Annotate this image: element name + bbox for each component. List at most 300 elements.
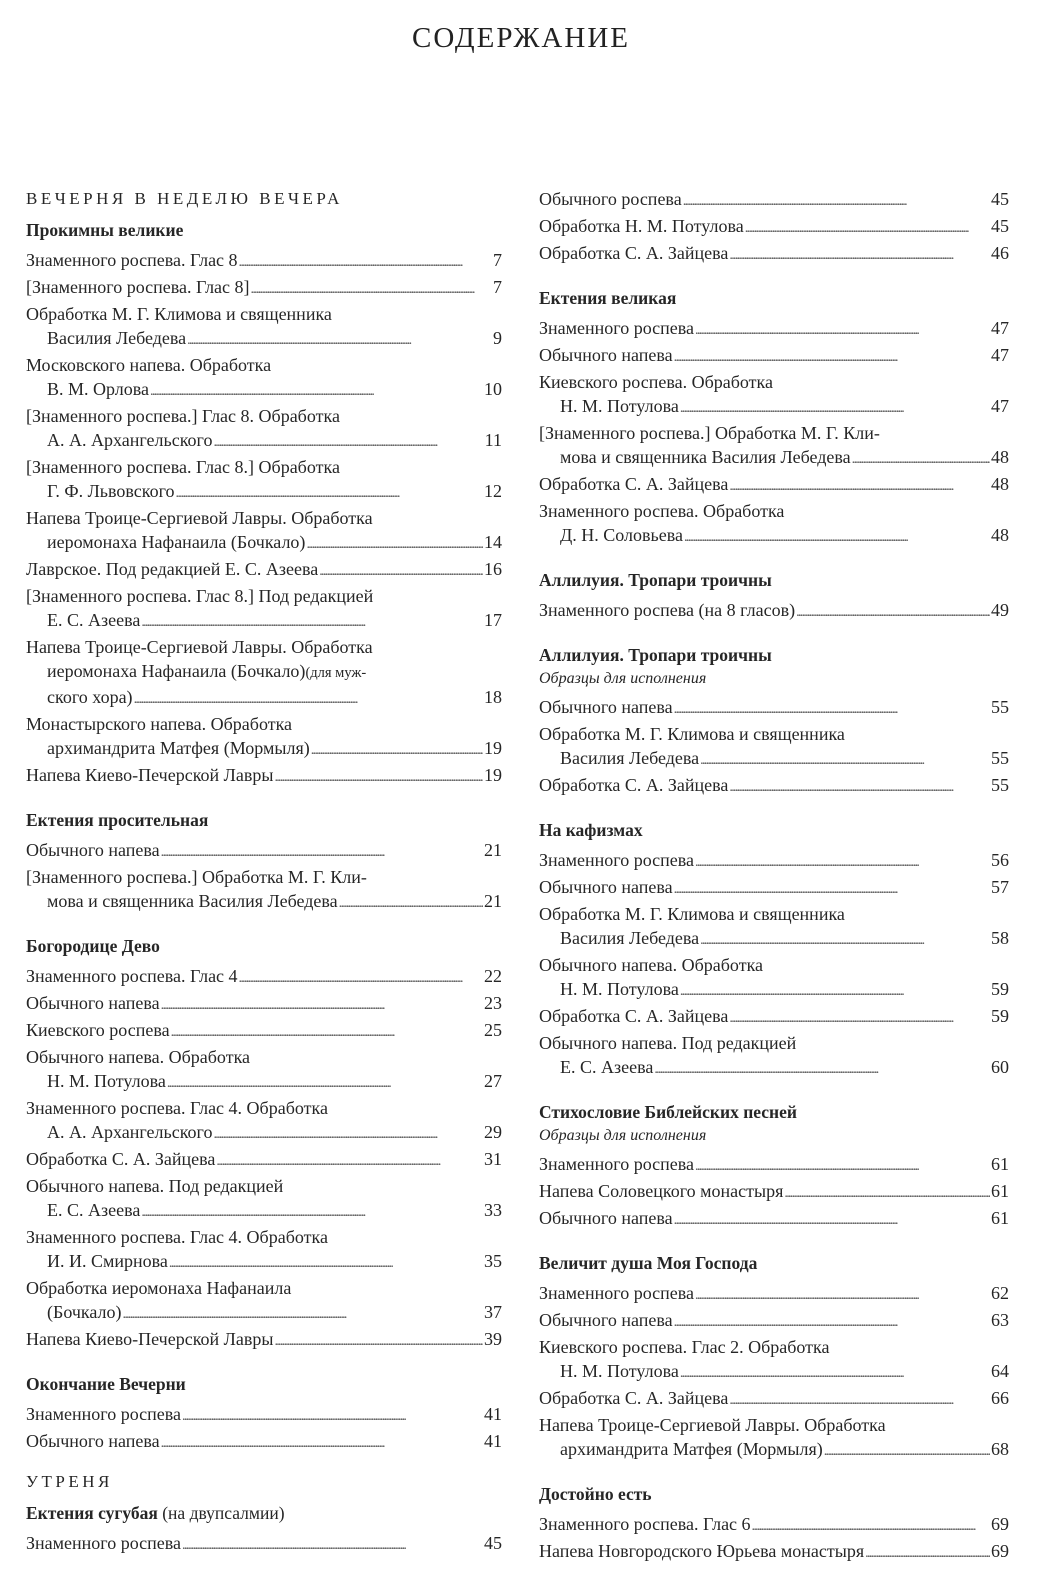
toc-entry-text: Обычного напева xyxy=(539,877,673,897)
toc-entry-line xyxy=(26,353,502,377)
page-number: 18 xyxy=(484,687,502,707)
toc-entry-line xyxy=(539,499,1009,523)
toc-entry xyxy=(539,1004,1009,1031)
toc-entry-line xyxy=(26,506,502,530)
toc-entry-line xyxy=(26,428,502,455)
toc-entry-text: Обработка М. Г. Климова и священника xyxy=(539,724,845,744)
toc-entry-line xyxy=(26,1300,502,1327)
toc-entry-line xyxy=(539,977,1009,1004)
toc-entry xyxy=(539,499,1009,550)
toc-entry xyxy=(26,557,502,584)
page-number: 21 xyxy=(484,840,502,860)
toc-entry-text: Московского напева. Обработка xyxy=(26,355,272,375)
page-number: 17 xyxy=(484,610,502,630)
dot-leader xyxy=(213,428,483,455)
dot-leader xyxy=(161,991,483,1018)
page-number: 11 xyxy=(484,430,502,450)
toc-entry-text: Г. Ф. Львовского xyxy=(47,481,175,501)
subsection-title xyxy=(539,818,1009,842)
toc-entry xyxy=(26,275,502,302)
subsection-title xyxy=(26,1372,502,1396)
toc-entry-line xyxy=(26,763,502,790)
toc-entry-text: Обычного напева. Обработка xyxy=(26,1047,251,1067)
toc-entry-text: Знаменного роспева (на 8 гласов) xyxy=(539,600,796,620)
toc-entry-line xyxy=(26,1249,502,1276)
toc-entry xyxy=(539,472,1009,499)
toc-entry-text: Знаменного роспева. Глас 8 xyxy=(26,250,238,270)
page-number: 61 xyxy=(991,1208,1009,1228)
toc-entry xyxy=(539,1539,1009,1566)
toc-entry-text: Знаменного роспева. Глас 6 xyxy=(539,1514,751,1534)
toc-entry xyxy=(539,421,1009,472)
toc-entry-line xyxy=(539,722,1009,746)
page-number: 12 xyxy=(484,481,502,501)
toc-subsection xyxy=(26,934,502,1354)
toc-entry-text: (Бочкало) xyxy=(47,1302,122,1322)
toc-entry-text: Обработка М. Г. Климова и священника xyxy=(539,904,845,924)
page-number: 46 xyxy=(991,243,1009,263)
toc-entry-line xyxy=(539,1206,1009,1233)
dot-leader xyxy=(745,214,990,241)
page-number: 19 xyxy=(484,738,502,758)
toc-entry-text: И. И. Смирнова xyxy=(47,1251,168,1271)
toc-entry xyxy=(539,316,1009,343)
toc-subsection xyxy=(539,286,1009,550)
toc-entry-text: Знаменного роспева xyxy=(26,1404,182,1424)
dot-leader xyxy=(729,773,990,800)
toc-entry-text: Обработка иеромонаха Нафанаила xyxy=(26,1278,292,1298)
dot-leader xyxy=(684,523,990,550)
toc-entry-text: Знаменного роспева. Глас 4. Обработка xyxy=(26,1098,328,1118)
toc-entry-line xyxy=(26,455,502,479)
toc-entry xyxy=(26,991,502,1018)
toc-entry-line xyxy=(539,746,1009,773)
toc-entry xyxy=(26,1402,502,1429)
toc-entry xyxy=(539,1386,1009,1413)
dot-leader xyxy=(176,479,483,506)
toc-entry-text: Обычного напева xyxy=(539,1310,673,1330)
page-number: 56 xyxy=(991,850,1009,870)
dot-leader xyxy=(141,1198,483,1225)
toc-entry-text: архимандрита Матфея (Мормыля) xyxy=(560,1439,823,1459)
subsection-title xyxy=(539,1251,1009,1275)
toc-entry-line xyxy=(26,635,502,659)
dot-leader xyxy=(700,926,990,953)
toc-entry xyxy=(26,1096,502,1147)
toc-subsection xyxy=(539,568,1009,625)
toc-entry-text: Монастырского напева. Обработка xyxy=(26,714,293,734)
toc-entry-line xyxy=(26,248,502,275)
page-number: 21 xyxy=(484,891,502,911)
page-number: 59 xyxy=(991,1006,1009,1026)
subsection-title xyxy=(539,286,1009,310)
dot-leader xyxy=(251,275,483,302)
dot-leader xyxy=(239,964,483,991)
dot-leader xyxy=(161,838,483,865)
subsection-title-text: Аллилуия. Тропари троичны xyxy=(539,645,772,665)
toc-entry-line xyxy=(26,608,502,635)
toc-entry-line xyxy=(539,316,1009,343)
toc-subsection xyxy=(26,1501,502,1558)
toc-entry-text: Н. М. Потулова xyxy=(47,1071,166,1091)
toc-entry xyxy=(539,598,1009,625)
page-number: 55 xyxy=(991,775,1009,795)
page-number: 69 xyxy=(991,1541,1009,1561)
toc-entry xyxy=(539,1206,1009,1233)
toc-entry xyxy=(539,773,1009,800)
page-number: 69 xyxy=(991,1514,1009,1534)
page-number: 47 xyxy=(991,345,1009,365)
toc-entry-text: Обработка С. А. Зайцева xyxy=(539,243,729,263)
toc-entry xyxy=(26,455,502,506)
toc-entry xyxy=(539,187,1009,214)
toc-entry xyxy=(26,302,502,353)
toc-entry-text: архимандрита Матфея (Мормыля) xyxy=(47,738,310,758)
toc-entry-line xyxy=(539,1335,1009,1359)
toc-entry-line xyxy=(26,1327,502,1354)
toc-entry-text: [Знаменного роспева. Глас 8] xyxy=(26,277,250,297)
dot-leader xyxy=(311,736,483,763)
dot-leader xyxy=(824,1437,990,1464)
dot-leader xyxy=(752,1512,990,1539)
subsection-title-text: Достойно есть xyxy=(539,1484,652,1504)
page-number: 41 xyxy=(484,1431,502,1451)
toc-entry-text: Напева Киево-Печерской Лавры xyxy=(26,1329,274,1349)
dot-leader xyxy=(274,1327,483,1354)
toc-entry-line xyxy=(26,1096,502,1120)
toc-entry xyxy=(539,722,1009,773)
toc-entry-line xyxy=(539,343,1009,370)
toc-subsection xyxy=(26,218,502,790)
page-number: 61 xyxy=(991,1154,1009,1174)
toc-entry-text: Знаменного роспева. Глас 4 xyxy=(26,966,238,986)
toc-entry xyxy=(539,1413,1009,1464)
dot-leader xyxy=(729,241,990,268)
page-number: 23 xyxy=(484,993,502,1013)
toc-entry-line xyxy=(539,695,1009,722)
toc-entry-line xyxy=(26,1429,502,1456)
page-number: 63 xyxy=(991,1310,1009,1330)
toc-right-column xyxy=(539,187,1009,1584)
toc-entry-line xyxy=(26,1174,502,1198)
subsection-title-text: Стихословие Библейских песней xyxy=(539,1102,797,1122)
toc-entry-text: мова и священника Василия Лебедева xyxy=(47,891,338,911)
dot-leader xyxy=(274,763,483,790)
toc-entry-text: В. М. Орлова xyxy=(47,379,150,399)
page-number: 31 xyxy=(484,1149,502,1169)
toc-entry-text: Е. С. Азеева xyxy=(560,1057,654,1077)
subsection-title xyxy=(539,1100,1009,1124)
page-number: 41 xyxy=(484,1404,502,1424)
subsection-title xyxy=(539,1482,1009,1506)
toc-entry xyxy=(26,1276,502,1327)
toc-entry xyxy=(26,1147,502,1174)
toc-entry-line xyxy=(26,302,502,326)
toc-entry-line xyxy=(539,214,1009,241)
dot-leader xyxy=(123,1300,483,1327)
toc-entry-text: Обработка С. А. Зайцева xyxy=(539,1006,729,1026)
subsection-title xyxy=(539,643,1009,667)
subsection-title xyxy=(26,934,502,958)
toc-entry-line xyxy=(539,1055,1009,1082)
page-number: 48 xyxy=(991,447,1009,467)
toc-subsection xyxy=(539,1251,1009,1464)
continued-entries xyxy=(539,187,1009,268)
toc-entry-text: [Знаменного роспева.] Глас 8. Обработка xyxy=(26,406,340,426)
toc-entry xyxy=(26,353,502,404)
toc-entry-line xyxy=(539,1281,1009,1308)
toc-entry-text: [Знаменного роспева. Глас 8.] Обработка xyxy=(26,457,340,477)
toc-entry xyxy=(26,1018,502,1045)
page-number: 25 xyxy=(484,1020,502,1040)
toc-entry-text: Обработка С. А. Зайцева xyxy=(539,474,729,494)
subsection-title-text: Окончание Вечерни xyxy=(26,1374,186,1394)
toc-entry-line xyxy=(26,659,502,685)
toc-entry-line xyxy=(26,736,502,763)
dot-leader xyxy=(674,343,990,370)
dot-leader xyxy=(680,1359,990,1386)
page-number: 7 xyxy=(493,277,502,297)
toc-entry-line xyxy=(539,848,1009,875)
dot-leader xyxy=(680,394,990,421)
toc-entry-line xyxy=(539,1004,1009,1031)
toc-entry xyxy=(539,214,1009,241)
dot-leader xyxy=(729,1004,990,1031)
dot-leader xyxy=(161,1429,483,1456)
toc-entry xyxy=(539,1281,1009,1308)
toc-subsection xyxy=(539,818,1009,1082)
toc-entry-text: Обработка С. А. Зайцева xyxy=(539,775,729,795)
toc-entry-line xyxy=(539,1152,1009,1179)
toc-entry-line xyxy=(26,1147,502,1174)
dot-leader xyxy=(695,1281,990,1308)
toc-entry xyxy=(539,1031,1009,1082)
dot-leader xyxy=(216,1147,483,1174)
toc-entry xyxy=(26,584,502,635)
toc-entry-line xyxy=(26,1198,502,1225)
toc-entry-text: Н. М. Потулова xyxy=(560,396,679,416)
subsection-title-text: Богородице Дево xyxy=(26,936,160,956)
toc-entry xyxy=(26,1327,502,1354)
toc-entry-line xyxy=(539,1413,1009,1437)
toc-entry xyxy=(539,343,1009,370)
toc-entry-text: Н. М. Потулова xyxy=(560,1361,679,1381)
toc-entry-text: Киевского роспева. Обработка xyxy=(539,372,773,392)
subsection-note: Образцы для исполнения xyxy=(539,1127,707,1144)
toc-entry xyxy=(26,1045,502,1096)
toc-entry-line xyxy=(26,865,502,889)
toc-entry-text: Напева Соловецкого монастыря xyxy=(539,1181,784,1201)
toc-entry-text: [Знаменного роспева.] Обработка М. Г. Кли- xyxy=(539,423,880,443)
dot-leader xyxy=(187,326,483,353)
page-number: 61 xyxy=(991,1181,1009,1201)
toc-entry-text: Обычного напева. Под редакцией xyxy=(539,1033,797,1053)
page-number: 64 xyxy=(991,1361,1009,1381)
toc-entry-text: Обычного напева. Обработка xyxy=(539,955,764,975)
toc-entry-line xyxy=(539,598,1009,625)
page-number: 68 xyxy=(991,1439,1009,1459)
toc-entry-line xyxy=(26,530,502,557)
subsection-title xyxy=(26,218,502,242)
toc-entry-text: Знаменного роспева xyxy=(539,1283,695,1303)
toc-subsection xyxy=(539,643,1009,800)
toc-entry-line xyxy=(539,1308,1009,1335)
toc-entry-line xyxy=(26,685,502,712)
toc-entry-text: Обычного напева xyxy=(539,1208,673,1228)
toc-entry-line xyxy=(26,1531,502,1558)
dot-leader xyxy=(865,1539,990,1566)
toc-entry-line xyxy=(539,1179,1009,1206)
page-number: 10 xyxy=(484,379,502,399)
section-title-utrenya: УТРЕНЯ xyxy=(26,1472,113,1491)
dot-leader xyxy=(213,1120,483,1147)
toc-entry-line xyxy=(26,1225,502,1249)
toc-entry-line xyxy=(539,1031,1009,1055)
page-number: 58 xyxy=(991,928,1009,948)
dot-leader xyxy=(654,1055,990,1082)
dot-leader xyxy=(339,889,483,916)
page-number: 9 xyxy=(493,328,502,348)
subsection-title xyxy=(539,568,1009,592)
page-number: 33 xyxy=(484,1200,502,1220)
dot-leader xyxy=(169,1249,483,1276)
toc-entry-line xyxy=(539,875,1009,902)
toc-entry-text: Знаменного роспева. Обработка xyxy=(539,501,785,521)
toc-entry-text: Знаменного роспева xyxy=(26,1533,182,1553)
toc-entry xyxy=(26,838,502,865)
toc-entry-line xyxy=(539,1437,1009,1464)
page-number: 62 xyxy=(991,1283,1009,1303)
toc-entry-line xyxy=(539,472,1009,499)
dot-leader xyxy=(680,977,990,1004)
toc-entry-text: А. А. Архангельского xyxy=(47,1122,213,1142)
toc-entry-text: иеромонаха Нафанаила (Бочкало) xyxy=(47,661,306,681)
toc-entry-text: Д. Н. Соловьева xyxy=(560,525,683,545)
dot-leader xyxy=(167,1069,483,1096)
toc-entry-text: Обработка С. А. Зайцева xyxy=(26,1149,216,1169)
dot-leader xyxy=(674,695,990,722)
toc-entry-text: Напева Киево-Печерской Лавры xyxy=(26,765,274,785)
toc-entry-line xyxy=(26,712,502,736)
toc-entry xyxy=(26,248,502,275)
subsection-title-text: На кафизмах xyxy=(539,820,643,840)
dot-leader xyxy=(182,1531,483,1558)
dot-leader xyxy=(306,530,483,557)
toc-entry xyxy=(26,404,502,455)
toc-entry-text: Обработка Н. М. Потулова xyxy=(539,216,744,236)
dot-leader xyxy=(695,848,990,875)
page-number: 14 xyxy=(484,532,502,552)
toc-entry-line xyxy=(539,241,1009,268)
page-number: 45 xyxy=(484,1533,502,1553)
dot-leader xyxy=(239,248,483,275)
toc-entry-text: ского хора) xyxy=(47,687,133,707)
toc-entry xyxy=(539,1308,1009,1335)
toc-entry-line xyxy=(26,326,502,353)
dot-leader xyxy=(171,1018,483,1045)
toc-entry xyxy=(539,875,1009,902)
page-number: 48 xyxy=(991,474,1009,494)
toc-entry-text: Киевского роспева xyxy=(26,1020,170,1040)
toc-subsection xyxy=(26,808,502,916)
right-subsections xyxy=(539,286,1009,1566)
toc-entry-note: (для муж- xyxy=(305,665,367,681)
toc-entry xyxy=(539,1512,1009,1539)
page-number: 27 xyxy=(484,1071,502,1091)
toc-entry-text: Обработка М. Г. Климова и священника xyxy=(26,304,332,324)
page-number: 39 xyxy=(484,1329,502,1349)
dot-leader xyxy=(729,472,990,499)
toc-entry-text: мова и священника Василия Лебедева xyxy=(560,447,851,467)
toc-entry-line xyxy=(539,523,1009,550)
dot-leader xyxy=(141,608,483,635)
page-number: 45 xyxy=(991,216,1009,236)
page-number: 55 xyxy=(991,748,1009,768)
toc-entry-text: Знаменного роспева xyxy=(539,850,695,870)
subsection-title-text: Аллилуия. Тропари троичны xyxy=(539,570,772,590)
toc-entry-text: Напева Троице-Сергиевой Лавры. Обработка xyxy=(539,1415,886,1435)
toc-entry-text: Василия Лебедева xyxy=(47,328,187,348)
toc-entry-text: Василия Лебедева xyxy=(560,748,700,768)
toc-entry xyxy=(26,1429,502,1456)
toc-subsection xyxy=(26,1372,502,1456)
toc-entry-line xyxy=(539,902,1009,926)
toc-entry-line xyxy=(26,964,502,991)
toc-entry xyxy=(26,1174,502,1225)
toc-entry-line xyxy=(26,838,502,865)
toc-entry xyxy=(26,865,502,916)
toc-entry-text: Обычного напева xyxy=(26,1431,160,1451)
toc-entry-text: иеромонаха Нафанаила (Бочкало) xyxy=(47,532,306,552)
page-number: 35 xyxy=(484,1251,502,1271)
toc-subsection xyxy=(539,1100,1009,1233)
toc-entry-text: Напева Новгородского Юрьева монастыря xyxy=(539,1541,865,1561)
toc-entry-line xyxy=(26,584,502,608)
toc-entry-line xyxy=(539,1359,1009,1386)
toc-entry xyxy=(26,763,502,790)
toc-entry-text: Е. С. Азеева xyxy=(47,610,141,630)
section-title: ВЕЧЕРНЯ В НЕДЕЛЮ ВЕЧЕРА xyxy=(26,189,343,208)
subsection-title-note: (на двупсалмии) xyxy=(162,1503,285,1523)
toc-entry-line xyxy=(26,377,502,404)
toc-entry xyxy=(539,902,1009,953)
dot-leader xyxy=(695,1152,990,1179)
toc-entry-line xyxy=(26,1402,502,1429)
left-subsections-utrenya xyxy=(26,1501,502,1558)
toc-entry-text: Обычного напева xyxy=(539,345,673,365)
toc-entry-line xyxy=(26,1018,502,1045)
toc-entry-text: Обычного напева xyxy=(26,993,160,1013)
toc-entry-line xyxy=(539,953,1009,977)
dot-leader xyxy=(134,685,483,712)
page-number: 45 xyxy=(991,189,1009,209)
dot-leader xyxy=(674,875,990,902)
subsection-title-text: Ектения великая xyxy=(539,288,677,308)
toc-entry xyxy=(539,370,1009,421)
toc-entry xyxy=(26,1531,502,1558)
toc-entry-line xyxy=(26,1069,502,1096)
page-title: СОДЕРЖАНИЕ xyxy=(412,22,630,54)
dot-leader xyxy=(674,1206,990,1233)
toc-entry-line xyxy=(539,394,1009,421)
toc-entry xyxy=(539,848,1009,875)
toc-entry-text: Василия Лебедева xyxy=(560,928,700,948)
page-number: 48 xyxy=(991,525,1009,545)
page-number: 59 xyxy=(991,979,1009,999)
page-number: 22 xyxy=(484,966,502,986)
toc-entry-line xyxy=(26,275,502,302)
dot-leader xyxy=(852,445,990,472)
